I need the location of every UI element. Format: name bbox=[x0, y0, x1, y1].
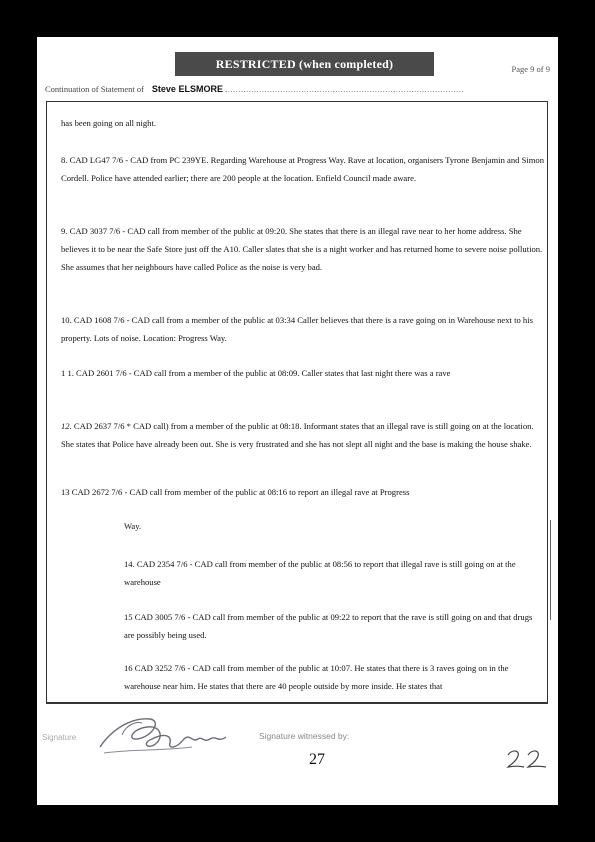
restricted-banner: RESTRICTED (when completed) bbox=[175, 52, 434, 76]
paragraph-8: 8. CAD LG47 7/6 - CAD from PC 239YE. Regarding Warehouse at Progress Way. Rave at location, organisers Tyrone Benjamin and Simon Cordell. Police have attended earlier; there are 200 people at the location. Enfield Council made aware. bbox=[61, 155, 545, 184]
paragraph-12 bbox=[61, 417, 545, 453]
margin-mark bbox=[548, 520, 551, 620]
statement-page bbox=[37, 37, 558, 805]
paragraph-14: 14. CAD 2354 7/6 - CAD call from member of the public at 08:56 to report that illegal rave is still going on at the warehouse bbox=[124, 559, 516, 588]
paragraph-15: 15 CAD 3005 7/6 - CAD call from member of the public at 09:22 to report that the rave is still going on and that drugs are possibly being used. bbox=[124, 612, 533, 641]
paragraph-continuation: has been going on all night. bbox=[61, 118, 156, 128]
signature-image bbox=[92, 709, 262, 759]
page-number: 27 bbox=[309, 751, 325, 768]
signature-label: Signature bbox=[42, 733, 77, 742]
paragraph-9: 9. CAD 3037 7/6 - CAD call from member of the public at 09:20. She states that there is an illegal rave near to her home address. She believes it to be near the Safe Store just off the A10. Caller slates that she is a night worker and has returned home to severe noise pollution. She assumes that her neighbours have called Police as the noise is very bad. bbox=[61, 226, 543, 273]
statement-name: Steve ELSMORE bbox=[151, 84, 223, 94]
paragraph-12-text: CAD 2637 7/6 * CAD call) from a member of the public at 08:18. Informant states that an illegal rave is still going on at the location. She states that Police have already been out. She is very frustrated and she has not slept all night and the base is making the house shake. bbox=[61, 421, 534, 450]
paragraph-13-cont: Way. bbox=[124, 521, 142, 531]
paragraph-13: 13 CAD 2672 7/6 - CAD call from member of the public at 08:16 to report an illegal rave at Progress bbox=[61, 487, 410, 497]
frame-bottom-rule bbox=[46, 703, 548, 704]
dotted-line: ........................................................................................... bbox=[225, 84, 464, 94]
paragraph-16: 16 CAD 3252 7/6 - CAD call from member of the public at 10:07. He states that there is 3 raves going on in the warehouse near him. He states that there are 40 people outside by more inside. He states that bbox=[124, 663, 509, 692]
paragraph-10: 10. CAD 1608 7/6 - CAD call from a member of the public at 03:34 Caller believes that there is a rave going on in Warehouse next to his property. Lots of noise. Location: Progress Way. bbox=[61, 315, 533, 344]
signature-row bbox=[37, 709, 558, 769]
continuation-line bbox=[45, 84, 545, 94]
page-of-label: Page 9 of 9 bbox=[511, 64, 550, 74]
witness-label: Signature witnessed by: bbox=[259, 731, 350, 741]
paragraph-11: 1 1. CAD 2601 7/6 - CAD call from a member of the public at 08:09. Caller states that last night there was a rave bbox=[61, 368, 451, 378]
paragraph-12-number: 12. bbox=[61, 421, 72, 431]
continuation-label: Continuation of Statement of bbox=[45, 84, 144, 94]
handwritten-page-number bbox=[504, 747, 550, 773]
